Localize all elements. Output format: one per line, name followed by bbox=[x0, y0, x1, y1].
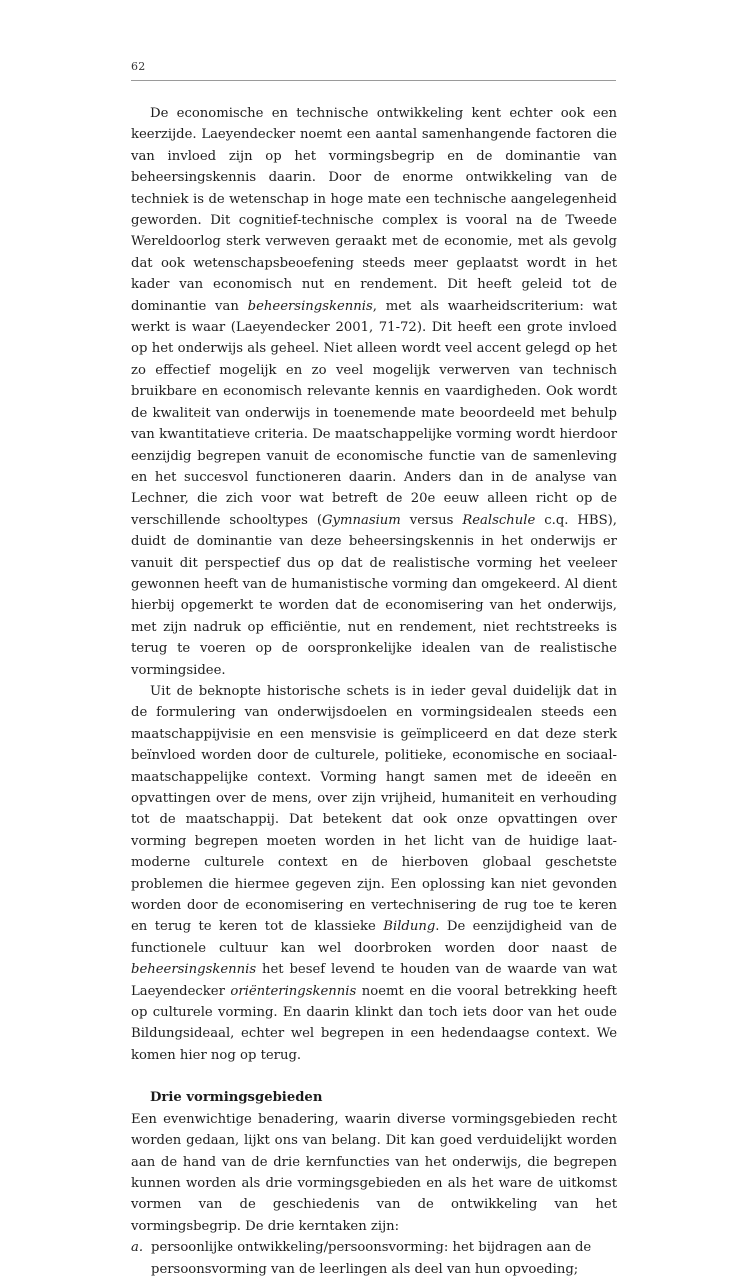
italic-term: Gymnasium bbox=[321, 512, 401, 528]
list-marker: a. bbox=[131, 1240, 144, 1256]
paragraph bbox=[131, 103, 617, 681]
text-segment: het besef levend te houden van de waarde van wat Laeyendecker bbox=[131, 962, 617, 999]
italic-term: oriënteringskennis bbox=[230, 983, 357, 999]
text-segment: c.q. HBS), duidt de dominantie van deze beheersingskennis in het onderwijs er vanuit dit perspectief dus op dat de realistische vorming het veeleer gewonnen heeft van de humanistische vorming dan omgekeerd. Al dient hierbij opgemerkt te worden dat de economisering van het onderwijs, met zijn nadruk op efficiëntie, nut en rendement, niet rechtstreeks is terug te voeren op de oorspronkelijke idealen van de realistische vormingsidee. bbox=[131, 512, 617, 678]
header-rule bbox=[131, 80, 616, 81]
italic-term: Bildung bbox=[383, 919, 436, 935]
italic-term: Realschule bbox=[462, 512, 536, 528]
core-tasks-list bbox=[131, 1237, 617, 1280]
text-segment: noemt en die vooral betrekking heeft op culturele vorming. En daarin klinkt dan toch iets door van het oude Bildungsideaal, echter wel begrepen in een hedendaagse context. We komen hier nog op terug. bbox=[131, 983, 617, 1063]
text-segment: De economische en technische ontwikkeling kent echter ook een keerzijde. Laeyendecker noemt een aantal samenhangende factoren die van invloed zijn op het vormingsbegrip en de dominantie van beheersingskennis daarin. Door de enorme ontwikkeling van de techniek is de wetenschap in hoge mate een technische aangelegenheid geworden. Dit cognitief-technische complex is vooral na de Tweede Wereldoorlog sterk verweven geraakt met de economie, met als gevolg dat ook wetenschapsbeoefening steeds meer geplaatst wordt in het kader van economisch nut en rendement. Dit heeft geleid tot de dominantie van bbox=[131, 106, 617, 314]
section-paragraph: Een evenwichtige benadering, waarin diverse vormingsgebieden recht worden gedaan, lijkt ons van belang. Dit kan goed verduidelijkt worden aan de hand van de drie kernfuncties van het onderwijs, die begrepen kunnen worden als drie vormingsgebieden en als het ware de uitkomst vormen van de geschiedenis van de ontwikkeling van het vormingsbegrip. De drie kerntaken zijn: bbox=[131, 1111, 617, 1234]
section-heading: Drie vormingsgebieden bbox=[150, 1090, 323, 1106]
body-text bbox=[131, 103, 617, 1280]
italic-term: beheersingskennis bbox=[131, 962, 257, 978]
italic-term: beheersingskennis bbox=[247, 298, 373, 314]
text-segment: Uit de beknopte historische schets is in ieder geval duidelijk dat in de formulering van onderwijsdoelen en vormingsidealen steeds een maatschappijvisie en een mensvisie is geïmpliceerd en dat deze sterk beïnvloed worden door de culturele, politieke, economische en sociaal-maatschappelijke context. Vorming hangt samen met de ideeën en opvattingen over de mens, over zijn vrijheid, humaniteit en verhouding tot de maatschappij. Dat betekent dat ook onze opvattingen over vorming begrepen moeten worden in het licht van de huidige laat-moderne culturele context en de hierboven globaal geschetste problemen die hiermee gegeven zijn. Een oplossing kan niet gevonden worden door de economisering en vertechnisering de rug toe te keren en terug te keren tot de klassieke bbox=[131, 683, 617, 935]
text-segment: versus bbox=[400, 512, 463, 528]
text-segment: , met als waarheidscriterium: wat werkt is waar (Laeyendecker 2001, 71-72). Dit heeft een grote invloed op het onderwijs als geheel. Niet alleen wordt veel accent gelegd op het zo effectief mogelijk en zo veel mogelijk verwerven van technisch bruikbare en economisch relevante kennis en vaardigheden. Ook wordt de kwaliteit van onderwijs in toenemende mate beoordeeld met behulp van kwantitatieve criteria. De maatschappelijke vorming wordt hierdoor eenzijdig begrepen vanuit de economische functie van de samenleving en het succesvol functioneren daarin. Anders dan in de analyse van Lechner, die zich voor wat betreft de 20e eeuw alleen richt op de verschillende schooltypes ( bbox=[131, 298, 618, 528]
list-item-text: persoonlijke ontwikkeling/persoonsvorming: het bijdragen aan de persoonsvorming van de leerlingen als deel van hun opvoeding; bbox=[151, 1240, 592, 1277]
list-item bbox=[131, 1237, 617, 1280]
text-segment: . De eenzijdigheid van de functionele cultuur kan wel doorbroken worden door naast de bbox=[131, 919, 617, 956]
paragraph bbox=[131, 681, 617, 1066]
page-number: 62 bbox=[131, 60, 146, 73]
